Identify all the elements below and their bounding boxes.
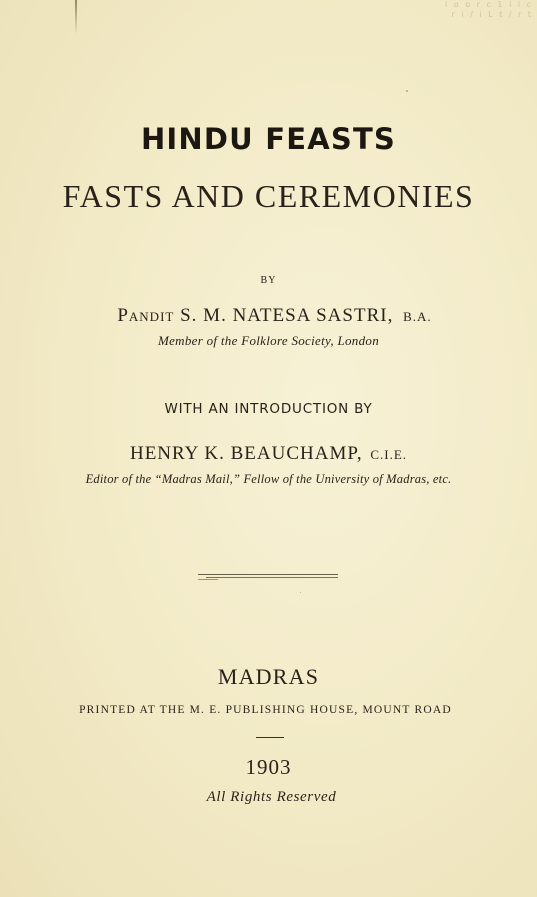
ornamental-rule (198, 573, 338, 581)
book-title: HINDU FEASTS (140, 122, 397, 156)
paper-speck (406, 90, 408, 92)
author-name: S. M. NATESA SASTRI, (180, 305, 394, 326)
introducer-affiliation: Editor of the “Madras Mail,” Fellow of the University of Madras, etc. (85, 472, 452, 486)
paper-speck (300, 592, 301, 593)
introduction-label: WITH AN INTRODUCTION BY (164, 401, 373, 417)
author-line (6, 305, 537, 327)
show-through-line-1: i o o r c 1 i i c (445, 0, 533, 9)
publication-year: 1903 (245, 755, 292, 779)
show-through-text (423, 0, 533, 20)
publication-place: MADRAS (217, 664, 320, 689)
introducer-line (0, 443, 537, 465)
divider-rule (256, 737, 284, 738)
rights-notice: All Rights Reserved (206, 789, 337, 805)
introducer-name: HENRY K. BEAUCHAMP, (129, 443, 363, 464)
book-subtitle: FASTS AND CEREMONIES (62, 178, 475, 214)
author-affiliation: Member of the Folklore Society, London (157, 333, 380, 348)
author-title: Pandit (117, 305, 175, 326)
show-through-line-2: r i / i L t / r t (451, 10, 533, 19)
author-degree: B.A. (403, 309, 432, 324)
by-label: BY (260, 275, 277, 286)
printer-line: PRINTED AT THE M. E. PUBLISHING HOUSE, MOUNT ROAD (79, 704, 452, 716)
introducer-degree: C.I.E. (370, 447, 408, 462)
binding-mark (75, 0, 77, 34)
